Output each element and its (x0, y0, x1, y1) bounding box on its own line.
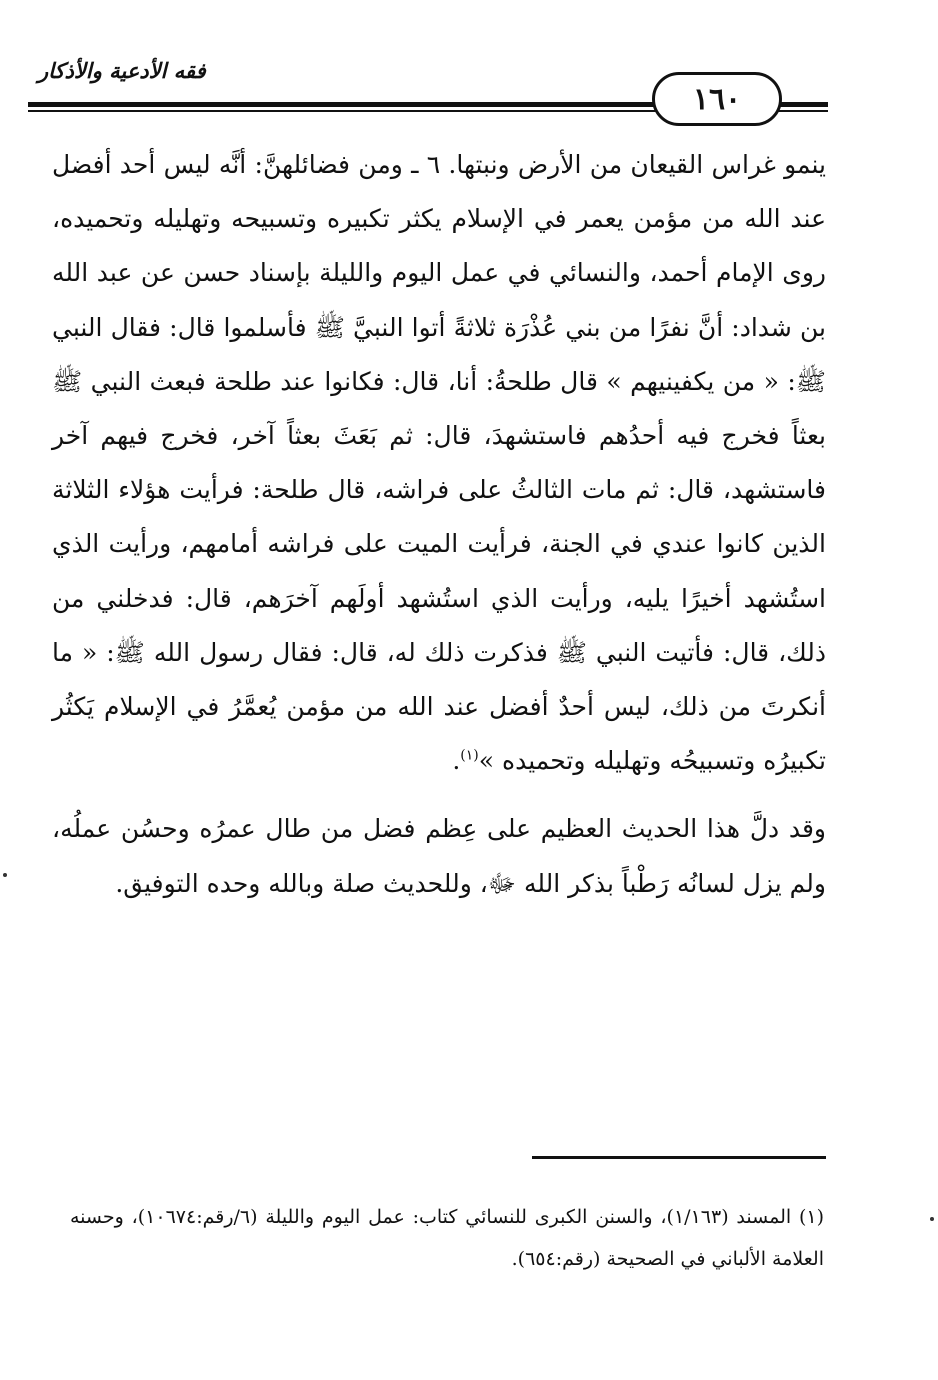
page-number: ١٦٠ (652, 72, 782, 126)
footnote-separator (532, 1156, 826, 1159)
paragraph-text: ينمو غراس القيعان من الأرض ونبتها. ٦ ـ ومن فضائلهنَّ: أنَّه ليس أحد أفضل عند الله من مؤمن يعمر في الإسلام يكثر تكبيره وتسبيحه وتهليله وتحميده، روى الإمام أحمد، والنسائي في عمل اليوم والليلة بإسناد حسن عن عبد الله بن شداد: أنَّ نفرًا من بني عُذْرَة ثلاثةً أتوا النبيَّ ﷺ فأسلموا قال: فقال النبي ﷺ: « من يكفينيهم » قال طلحةُ: أنا، قال: فكانوا عند طلحة فبعث النبي ﷺ بعثاً فخرج فيه أحدُهم فاستشهدَ، قال: ثم بَعَثَ بعثاً آخر، فخرج فيهم آخر فاستشهد، قال: ثم مات الثالثُ على فراشه، قال طلحة: فرأيت هؤلاء الثلاثة الذين كانوا عندي في الجنة، فرأيت الميت على فراشه أمامهم، ورأيت الذي استُشهد أخيرًا يليه، ورأيت الذي استُشهد أولَهم آخرَهم، قال: فدخلني من ذلك، قال: فأتيت النبي ﷺ فذكرت ذلك له، قال: فقال رسول الله ﷺ: « ما أنكرتَ من ذلك، ليس أحدٌ أفضل عند الله من مؤمن يُعمَّرُ في الإسلام يَكثُر تكبيرُه وتسبيحُه وتهليله وتحميده » (52, 150, 826, 776)
footnote-reference[interactable]: (١) (460, 747, 479, 764)
running-title: فقه الأدعية والأذكار (38, 58, 206, 83)
margin-speck (3, 873, 7, 877)
main-text (52, 138, 826, 911)
paragraph-end: . (452, 746, 461, 776)
margin-speck (930, 1217, 934, 1221)
page-header (0, 0, 938, 140)
paragraph (52, 138, 826, 788)
footnote: (١) المسند (١/١٦٣)، والسنن الكبرى للنسائي كتاب: عمل اليوم والليلة (٦/رقم:١٠٦٧٤)، وحسنه العلامة الألباني في الصحيحة (رقم:٦٥٤). (70, 1206, 824, 1270)
footnotes (70, 1196, 824, 1280)
paragraph: وقد دلَّ هذا الحديث العظيم على عِظم فضل من طال عمرُه وحسُن عملُه، ولم يزل لسانُه رَطْباً بذكر الله ﷻ، وللحديث صلة وبالله وحده التوفيق. (52, 814, 826, 898)
